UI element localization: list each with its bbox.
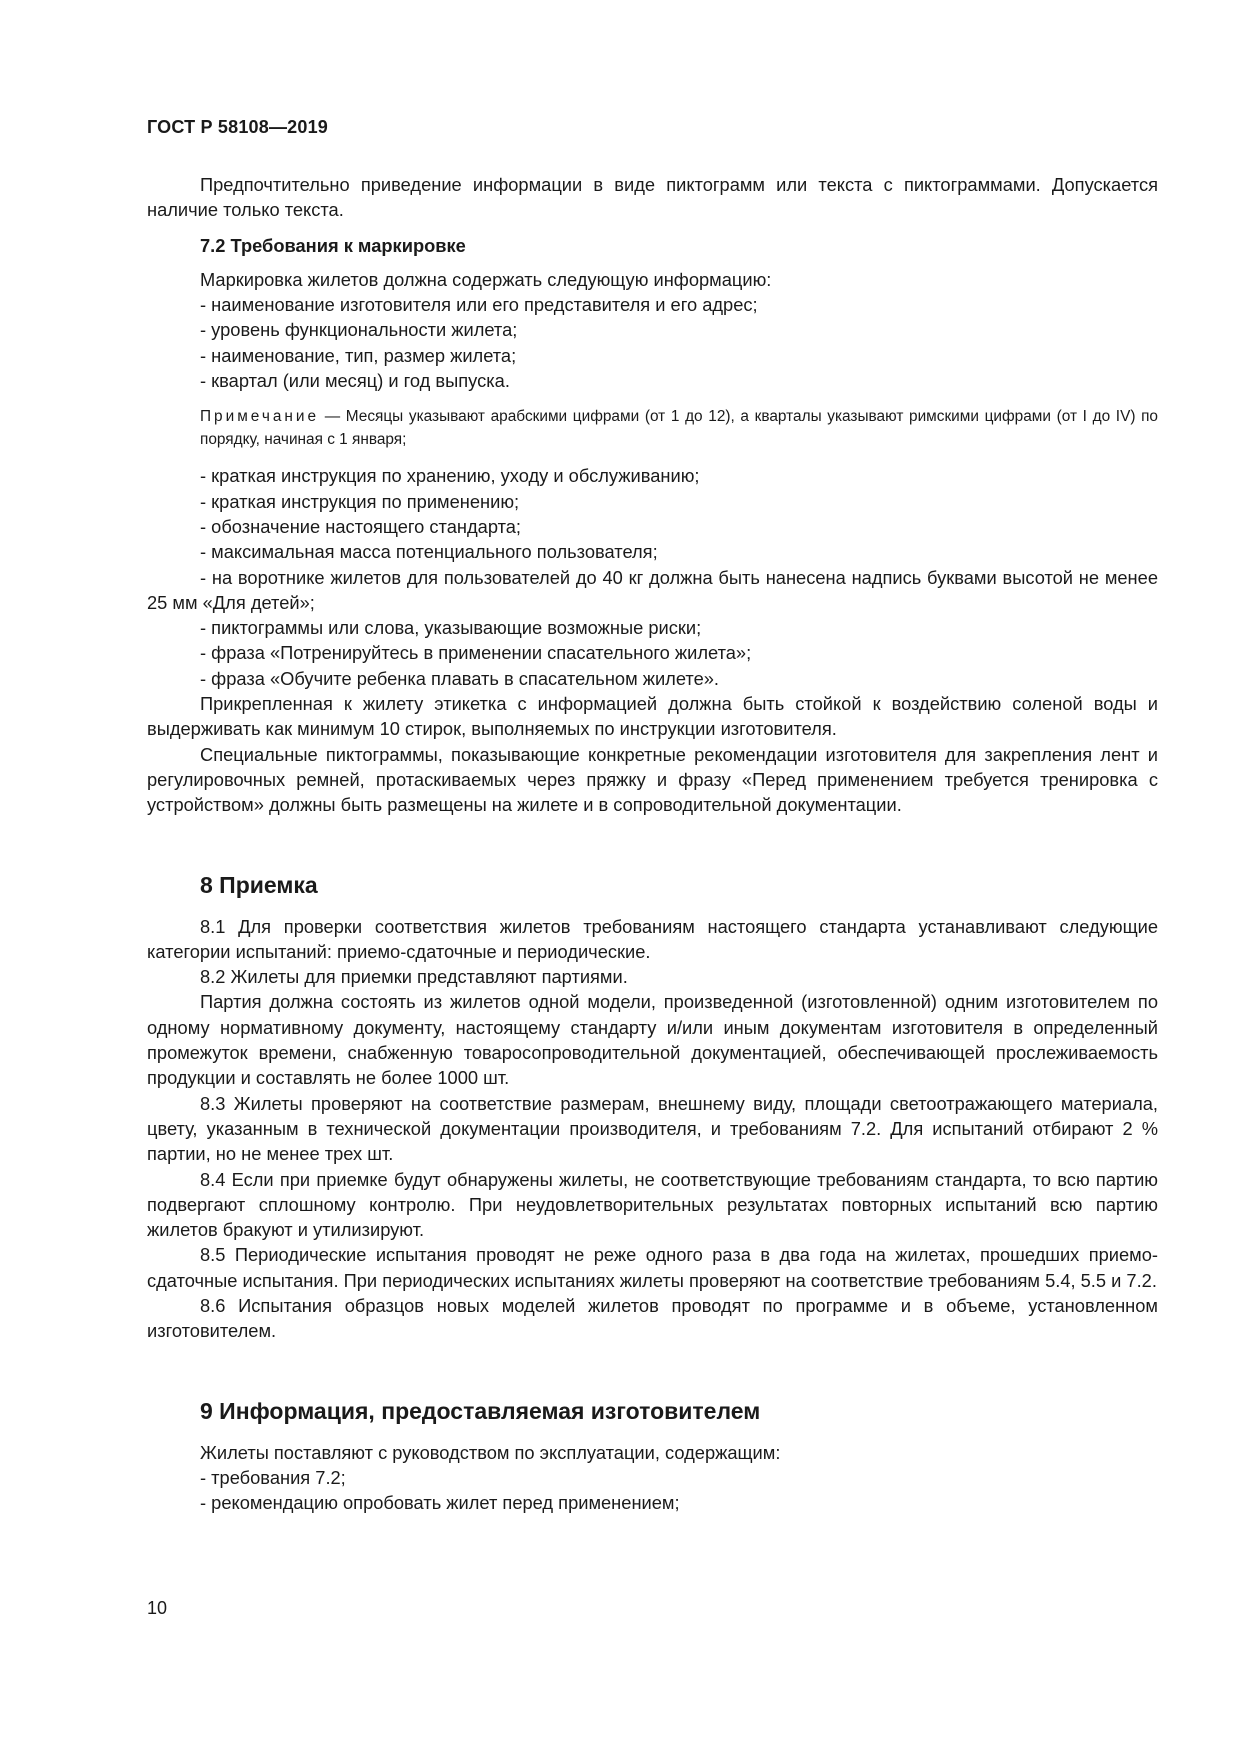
document-body — [147, 172, 1158, 1515]
paragraph-8-2-batch: Партия должна состоять из жилетов одной модели, произведенной (изготовленной) одним изготовителем по одному нормативному документу, настоящему стандарту и/или иным документам изготовителя в определенный промежуток времени, снабженную товаросопроводительной документацией, обеспечивающей прослеживаемость продукции и составлять не более 1000 шт. — [147, 991, 1158, 1089]
section-9-list — [200, 1465, 1158, 1516]
pictogram-paragraph: Специальные пиктограммы, показывающие конкретные рекомендации изготовителя для закрепления лент и регулировочных ремней, протаскиваемых через пряжку и фразу «Перед применением требуется тренировка с устройством» должны быть размещены на жилете и в сопроводительной документации. — [147, 743, 1158, 816]
list-item: - уровень функциональности жилета; — [200, 317, 1158, 342]
marking-lead: Маркировка жилетов должна содержать следующую информацию: — [200, 268, 772, 290]
list-item: - наименование изготовителя или его представителя и его адрес; — [200, 292, 1158, 317]
paragraph-8-3: 8.3 Жилеты проверяют на соответствие размерам, внешнему виду, площади светоотражающего материала, цвету, указанным в технической документации производителя, и требованиям 7.2. Для испытаний отбирают 2 % партии, но не менее трех шт. — [147, 1092, 1158, 1165]
marking-list-3 — [200, 615, 1158, 691]
marking-list-2 — [200, 463, 1158, 564]
paragraph-8-5: 8.5 Периодические испытания проводят не реже одного раза в два года на жилетах, прошедших приемо-сдаточные испытания. При периодических испытаниях жилеты проверяют на соответствие требованиям 5.4, 5.5 и 7.2. — [147, 1244, 1158, 1291]
section-9-lead: Жилеты поставляют с руководством по эксплуатации, содержащим: — [200, 1441, 781, 1463]
list-item: - обозначение настоящего стандарта; — [200, 514, 1158, 539]
collar-paragraph: - на воротнике жилетов для пользователей до 40 кг должна быть нанесена надпись буквами высотой не менее 25 мм «Для детей»; — [147, 566, 1158, 613]
list-item: - фраза «Обучите ребенка плавать в спасательном жилете». — [200, 666, 1158, 691]
label-paragraph: Прикрепленная к жилету этикетка с информацией должна быть стойкой к воздействию соленой воды и выдерживать как минимум 10 стирок, выполняемых по инструкции изготовителя. — [147, 693, 1158, 740]
section-9-title: 9 Информация, предоставляемая изготовителем — [200, 1397, 761, 1424]
paragraph-8-2: 8.2 Жилеты для приемки представляют партиями. — [200, 966, 628, 988]
paragraph-8-1: 8.1 Для проверки соответствия жилетов требованиям настоящего стандарта устанавливают следующие категории испытаний: приемо-сдаточные и периодические. — [147, 915, 1158, 962]
list-item: - максимальная масса потенциального пользователя; — [200, 539, 1158, 564]
paragraph-8-6: 8.6 Испытания образцов новых моделей жилетов проводят по программе и в объеме, установленном изготовителем. — [147, 1294, 1158, 1342]
list-item: - краткая инструкция по применению; — [200, 489, 1158, 514]
section-8-title: 8 Приемка — [200, 871, 318, 898]
page-number: 10 — [147, 1598, 168, 1618]
paragraph-8-4: 8.4 Если при приемке будут обнаружены жилеты, не соответствующие требованиям стандарта, то всю партию подвергают сплошному контролю. При неудовлетворительных результатах повторных испытаний всю партию жилетов бракуют и утилизируют. — [147, 1168, 1158, 1241]
list-item: - наименование, тип, размер жилета; — [200, 343, 1158, 368]
document-header: ГОСТ Р 58108—2019 — [147, 117, 329, 137]
note-paragraph — [147, 405, 1158, 451]
list-item: - квартал (или месяц) и год выпуска. — [200, 368, 1158, 393]
list-item: - пиктограммы или слова, указывающие возможные риски; — [200, 615, 1158, 640]
list-item: - рекомендацию опробовать жилет перед применением; — [200, 1490, 1158, 1515]
note-text: — Месяцы указывают арабскими цифрами (от 1 до 12), а кварталы указывают римскими цифрами (от I до IV) по порядку, начиная с 1 января; — [200, 408, 1158, 449]
intro-paragraph: Предпочтительно приведение информации в виде пиктограмм или текста с пиктограммами. Допускается наличие только текста. — [147, 174, 1158, 221]
note-label: Примечание — [200, 408, 320, 426]
list-item: - фраза «Потренируйтесь в применении спасательного жилета»; — [200, 640, 1158, 665]
marking-list-1 — [200, 292, 1158, 393]
list-item: - краткая инструкция по хранению, уходу и обслуживанию; — [200, 463, 1158, 488]
list-item: - требования 7.2; — [200, 1465, 1158, 1490]
subsection-7-2-title: 7.2 Требования к маркировке — [200, 234, 466, 256]
